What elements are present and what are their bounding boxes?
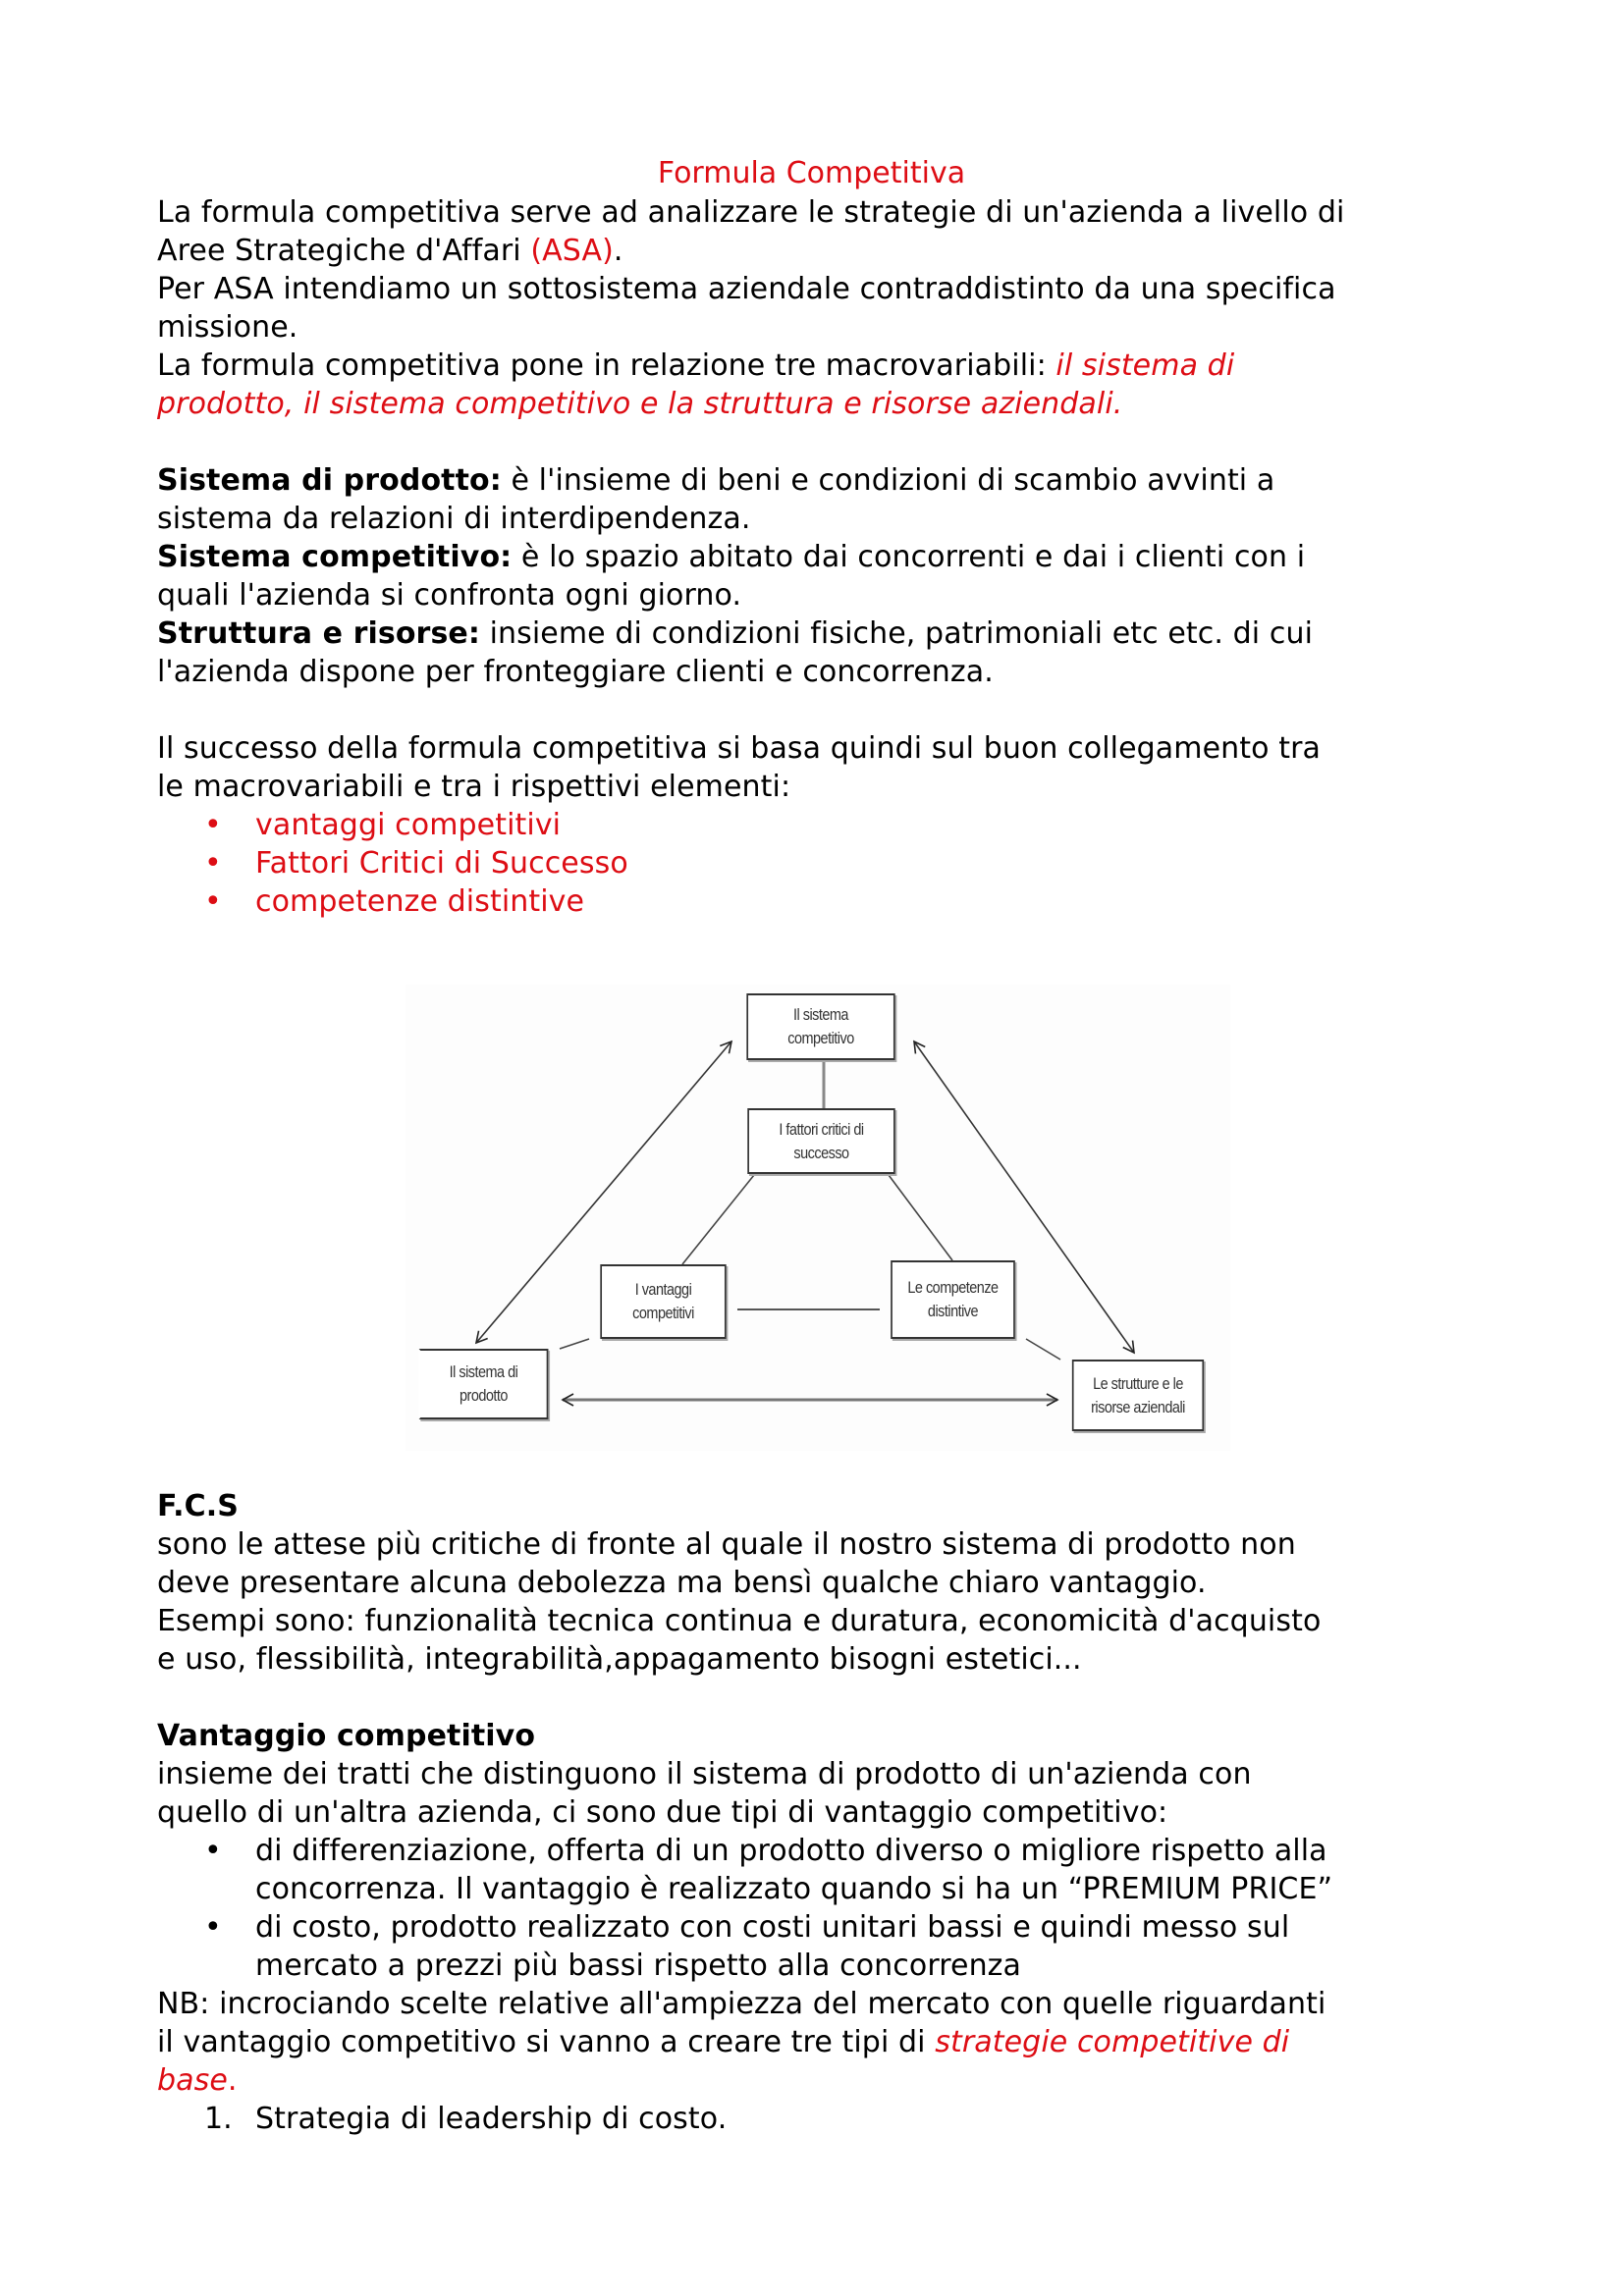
bullet-icon: • [204,884,222,919]
box-vantaggi-competitivi: I vantaggi competitivi [600,1264,726,1339]
bullet-icon: • [204,1834,222,1868]
section-heading-vantaggio: Vantaggio competitivo [157,1719,536,1753]
definition-line: quali l'azienda si confronta ogni giorno. [157,578,742,613]
list-item: Fattori Critici di Successo [255,846,628,881]
box-strutture-risorse: Le strutture e le risorse aziendali [1072,1360,1204,1431]
highlight-macrovariables: prodotto, il sistema competitivo e la struttura e risorse aziendali. [157,387,1123,421]
highlight-macrovariables: il sistema di [1055,348,1235,383]
paragraph-line: Aree Strategiche d'Affari (ASA). [157,234,623,268]
paragraph-line: deve presentare alcuna debolezza ma bensì qualche chiaro vantaggio. [157,1566,1207,1600]
highlight-strategie: strategie competitive di [935,2025,1290,2059]
bullet-icon: • [204,808,222,842]
box-competenze-distintive: Le competenze distintive [891,1260,1015,1339]
numbered-item: Strategia di leadership di costo. [255,2102,728,2136]
section-heading-fcs: F.C.S [157,1489,239,1523]
paragraph-line: e uso, flessibilità, integrabilità,appagamento bisogni estetici... [157,1642,1082,1677]
definition-line: Sistema di prodotto: è l'insieme di beni e condizioni di scambio avvinti a [157,463,1275,498]
paragraph-line: missione. [157,310,298,345]
list-item: concorrenza. Il vantaggio è realizzato quando si ha un “PREMIUM PRICE” [255,1872,1333,1906]
paragraph-line: La formula competitiva serve ad analizzare le strategie di un'azienda a livello di [157,195,1345,230]
paragraph-line: Esempi sono: funzionalità tecnica continua e duratura, economicità d'acquisto [157,1604,1322,1638]
paragraph-line: quello di un'altra azienda, ci sono due tipi di vantaggio competitivo: [157,1795,1168,1830]
paragraph-line: NB: incrociando scelte relative all'ampiezza del mercato con quelle riguardanti [157,1987,1326,2021]
box-sistema-prodotto: Il sistema di prodotto [419,1349,549,1419]
highlight-asa: (ASA) [530,234,614,268]
paragraph-line: insieme dei tratti che distinguono il sistema di prodotto di un'azienda con [157,1757,1252,1791]
definition-line: Struttura e risorse: insieme di condizioni fisiche, patrimoniali etc etc. di cui [157,616,1314,651]
list-item: di differenziazione, offerta di un prodotto diverso o migliore rispetto alla [255,1834,1327,1868]
paragraph-line: il vantaggio competitivo si vanno a creare tre tipi di strategie competitive di [157,2025,1290,2059]
highlight-strategie: base [157,2063,228,2098]
definition-term: Sistema competitivo: [157,540,513,574]
definition-line: l'azienda dispone per fronteggiare clienti e concorrenza. [157,655,994,689]
definition-term: Struttura e risorse: [157,616,480,651]
definition-line: Sistema competitivo: è lo spazio abitato dai concorrenti e dai i clienti con i [157,540,1306,574]
list-item: vantaggi competitivi [255,808,562,842]
document-title: Formula Competitiva [657,156,966,190]
paragraph-line: base. [157,2063,238,2098]
numbered-item-number: 1. [204,2102,233,2136]
definition-term: Sistema di prodotto: [157,463,502,498]
paragraph-line: le macrovariabili e tra i rispettivi elementi: [157,770,791,804]
paragraph-line: Per ASA intendiamo un sottosistema aziendale contraddistinto da una specifica [157,272,1336,306]
formula-competitiva-diagram [406,985,1230,1451]
definition-line: sistema da relazioni di interdipendenza. [157,502,751,536]
list-item: competenze distintive [255,884,585,919]
bullet-icon: • [204,846,222,881]
list-item: mercato a prezzi più bassi rispetto alla concorrenza [255,1949,1022,1983]
bullet-icon: • [204,1910,222,1945]
paragraph-line: Il successo della formula competitiva si basa quindi sul buon collegamento tra [157,731,1322,766]
box-sistema-competitivo: Il sistema competitivo [746,993,894,1060]
paragraph-line: sono le attese più critiche di fronte al quale il nostro sistema di prodotto non [157,1527,1296,1562]
box-fattori-critici: I fattori critici di successo [747,1108,894,1174]
list-item: di costo, prodotto realizzato con costi unitari bassi e quindi messo sul [255,1910,1290,1945]
paragraph-line: La formula competitiva pone in relazione tre macrovariabili: il sistema di [157,348,1235,383]
